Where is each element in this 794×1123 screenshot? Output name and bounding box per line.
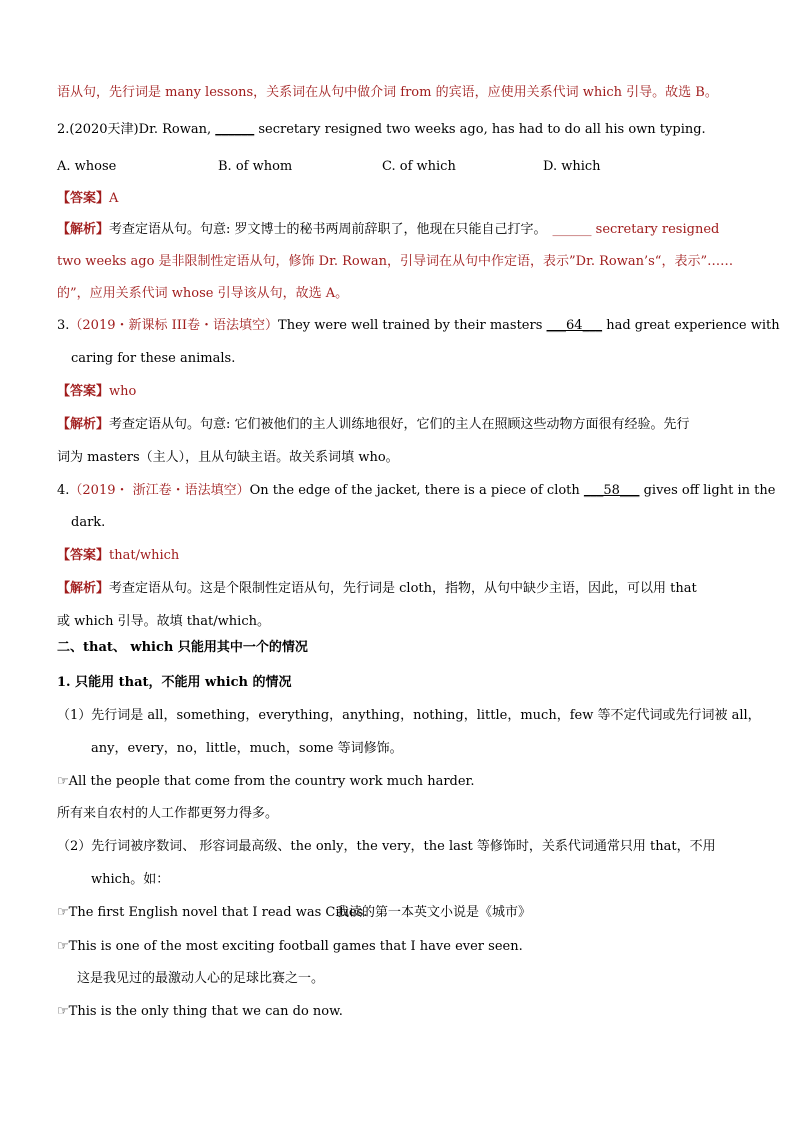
option-d: D. which bbox=[543, 159, 601, 174]
rule-paragraph: （2）先行词被序数词、 形容词最高级、the only，the very，the last 等修饰时，关系代词通常只用 that，不用 bbox=[57, 839, 716, 854]
rule-paragraph-continuation: any，every，no，little，much，some 等词修饰。 bbox=[91, 741, 403, 756]
analysis-text: 考查定语从句。句意: 它们被他们的主人训练地很好，它们的主人在照顾这些动物方面很有经验。先行 bbox=[109, 417, 690, 432]
answer-tag: 【答案】 bbox=[57, 384, 110, 399]
section-heading: 二、that、 which 只能用其中一个的情况 bbox=[57, 640, 308, 655]
example-english: The first English novel that I read was Cities. bbox=[68, 905, 368, 920]
question-2 bbox=[57, 121, 706, 139]
analysis-tag: 【解析】 bbox=[57, 417, 110, 432]
example-english: This is the only thing that we can do now. bbox=[68, 1004, 343, 1019]
analysis-line bbox=[57, 580, 697, 598]
question-source: （2019・新课标 III卷・语法填空） bbox=[69, 318, 279, 333]
analysis-highlight: ______ secretary resigned bbox=[552, 222, 720, 237]
answer-line bbox=[57, 547, 179, 565]
question-4 bbox=[57, 482, 775, 500]
example-translation: 所有来自农村的人工作都更努力得多。 bbox=[57, 806, 279, 821]
analysis-text: 考查定语从句。句意: 罗文博士的秘书两周前辞职了，他现在只能自己打字。 bbox=[109, 222, 547, 237]
analysis-line bbox=[57, 221, 719, 239]
answer-value: A bbox=[109, 191, 119, 206]
question-continuation: dark. bbox=[71, 515, 106, 530]
example-line bbox=[57, 904, 367, 922]
example-translation: 我读的第一本英文小说是《城市》 bbox=[336, 905, 532, 920]
analysis-line: 的”，应用关系代词 whose 引导该从句，故选 A。 bbox=[57, 286, 349, 301]
analysis-line bbox=[57, 416, 690, 434]
question-stem-after: had great experience with bbox=[602, 318, 780, 333]
example-line bbox=[57, 1003, 343, 1021]
question-blank: ______ bbox=[215, 122, 255, 137]
question-number: 3. bbox=[57, 318, 70, 333]
example-line bbox=[57, 773, 474, 791]
answer-tag: 【答案】 bbox=[57, 548, 110, 563]
rule-paragraph-continuation: which。如： bbox=[91, 872, 170, 887]
example-english: All the people that come from the country work much harder. bbox=[68, 774, 475, 789]
pointing-hand-icon: ☞ bbox=[57, 905, 69, 920]
rule-paragraph: （1）先行词是 all，something，everything，anything，nothing，little，much，few 等不定代词或先行词被 all， bbox=[57, 708, 761, 723]
question-source: (2020天津) bbox=[69, 122, 139, 137]
analysis-line: two weeks ago 是非限制性定语从句，修饰 Dr. Rowan，引导词在从句中作定语，表示”Dr. Rowan’s“，表示”…… bbox=[57, 254, 734, 269]
pointing-hand-icon: ☞ bbox=[57, 1004, 69, 1019]
answer-line bbox=[57, 383, 136, 401]
question-stem-after: gives off light in the bbox=[639, 483, 776, 498]
continued-analysis-line: 语从句，先行词是 many lessons，关系词在从句中做介词 from 的宾语，应使用关系代词 which 引导。故选 B。 bbox=[57, 85, 718, 100]
question-stem-before: On the edge of the jacket, there is a piece of cloth bbox=[249, 483, 584, 498]
answer-value: that/which bbox=[109, 548, 180, 563]
subsection-heading: 1. 只能用 that，不能用 which 的情况 bbox=[57, 675, 292, 690]
question-stem-after: secretary resigned two weeks ago, has had to do all his own typing. bbox=[254, 122, 706, 137]
analysis-tag: 【解析】 bbox=[57, 581, 110, 596]
analysis-tag: 【解析】 bbox=[57, 222, 110, 237]
example-translation: 这是我见过的最激动人心的足球比赛之一。 bbox=[77, 971, 325, 986]
option-b: B. of whom bbox=[218, 159, 293, 174]
answer-line bbox=[57, 190, 118, 208]
question-stem-before: They were well trained by their masters bbox=[278, 318, 547, 333]
example-line bbox=[57, 938, 523, 956]
question-source: （2019・ 浙江卷・语法填空） bbox=[69, 483, 250, 498]
analysis-line: 词为 masters（主人），且从句缺主语。故关系词填 who。 bbox=[57, 450, 399, 465]
example-english: This is one of the most exciting football games that I have ever seen. bbox=[68, 939, 523, 954]
question-3 bbox=[57, 317, 780, 335]
pointing-hand-icon: ☞ bbox=[57, 774, 69, 789]
question-blank: ___64___ bbox=[546, 318, 603, 333]
question-number: 2. bbox=[57, 122, 70, 137]
question-continuation: caring for these animals. bbox=[71, 351, 236, 366]
question-number: 4. bbox=[57, 483, 70, 498]
pointing-hand-icon: ☞ bbox=[57, 939, 69, 954]
option-c: C. of which bbox=[382, 159, 456, 174]
question-blank: ___58___ bbox=[583, 483, 640, 498]
option-a: A. whose bbox=[57, 159, 117, 174]
analysis-line: 或 which 引导。故填 that/which。 bbox=[57, 614, 270, 629]
answer-value: who bbox=[109, 384, 137, 399]
question-stem-before: Dr. Rowan, bbox=[138, 122, 216, 137]
analysis-text: 考查定语从句。这是个限制性定语从句，先行词是 cloth，指物，从句中缺少主语，因此，可以用 that bbox=[109, 581, 697, 596]
answer-tag: 【答案】 bbox=[57, 191, 110, 206]
